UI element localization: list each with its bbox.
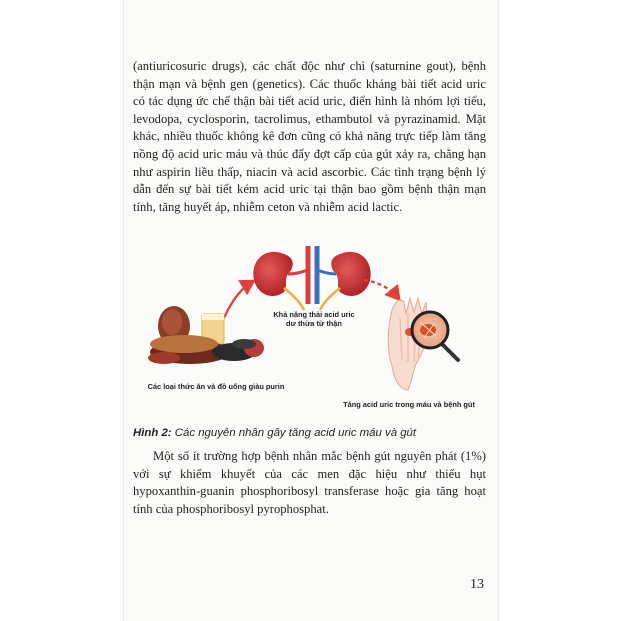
kidney-label-line1: Khả năng thải acid uric (273, 310, 355, 319)
purine-food-icon (148, 306, 264, 364)
figure-caption (133, 427, 416, 439)
kidney-label (256, 310, 372, 328)
kidney-icon (253, 246, 370, 310)
page-number: 13 (470, 577, 484, 592)
figure-uric-acid-causes (124, 240, 498, 420)
caption-text: Các nguyên nhân gây tăng acid uric máu và gút (171, 427, 417, 439)
arrow-left-icon (224, 282, 252, 318)
food-label: Các loại thức ăn và đồ uống giàu purin (147, 382, 285, 391)
caption-prefix: Hình 2: (133, 427, 172, 439)
figure-illustration (124, 240, 498, 420)
foot-label: Tăng acid uric trong máu và bệnh gút (343, 400, 475, 409)
book-page (123, 0, 499, 621)
kidney-label-line2: dư thừa từ thận (286, 319, 342, 328)
paragraph-primary-gout: Một số ít trường hợp bệnh nhân mắc bệnh gút nguyên phát (1%) với sự khiếm khuyết của các men đặc hiệu như thiếu hụt hypoxanthin-guanin phosphoribosyl transferase hoặc gia tăng hoạt tính của phosphoribosyl pyrophosphat. (133, 449, 486, 516)
paragraph-causes: (antiuricosuric drugs), các chất độc như chì (saturnine gout), bệnh thận mạn và bệnh gen (genetics). Các thuốc kháng bài tiết acid uric có tác dụng ức chế thận bài tiết acid uric, điển hình là nhóm lợi tiểu, levodopa, cyclosporin, tacrolimus, ethambutol và pyrazinamid. Mặt khác, nhiều thuốc không kê đơn cũng có khả năng trực tiếp làm tăng nồng độ acid uric máu và thúc đẩy đợt cấp của gút xảy ra, chẳng hạn như aspirin liều thấp, niacin và acid ascorbic. Các tình trạng bệnh lý dẫn đến sự bài tiết kém acid uric tại thận bao gồm bệnh thận mạn tính, tăng huyết áp, nhiễm ceton và nhiễm acid lactic. (133, 59, 486, 214)
